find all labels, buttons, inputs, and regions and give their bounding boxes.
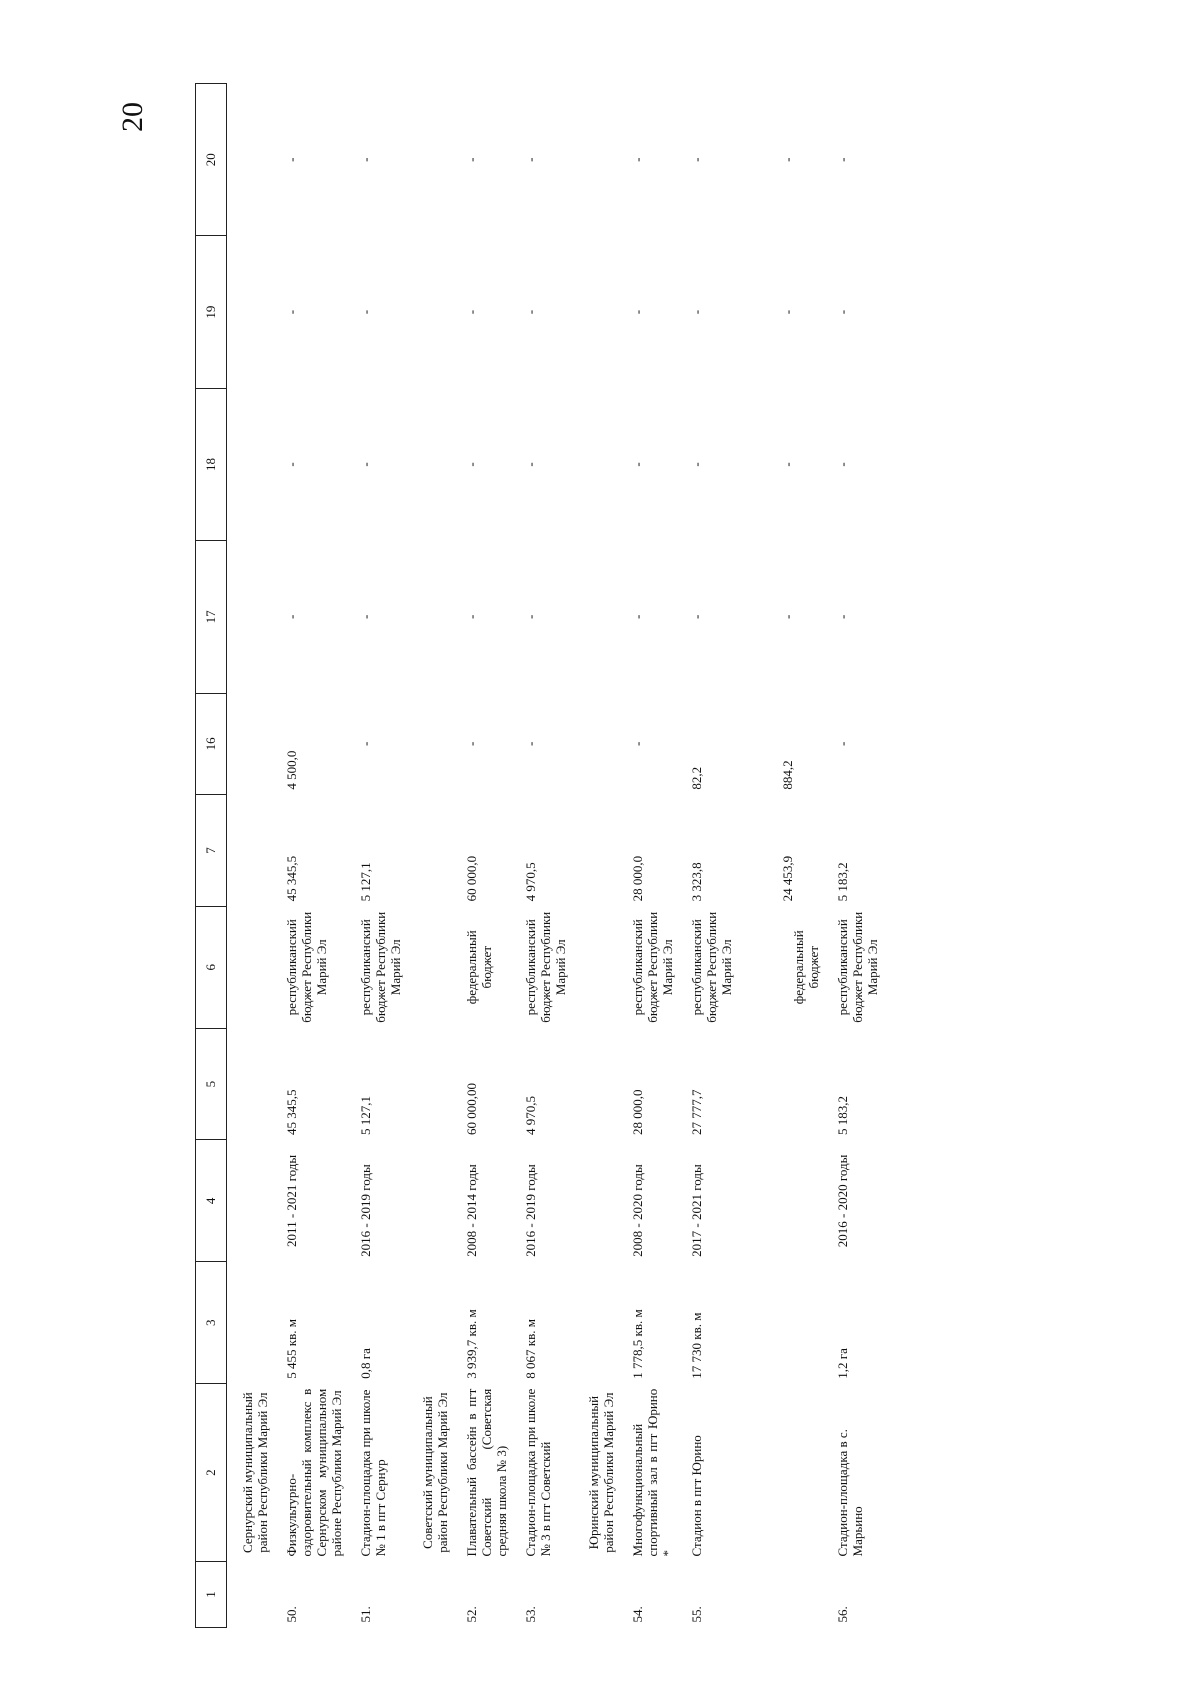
- capacity: 1,2 га: [835, 1348, 851, 1379]
- value-col-17-second: -: [779, 614, 795, 620]
- value-col-16: 4 500,0: [283, 750, 299, 790]
- value-col-7: 45 345,5: [283, 855, 299, 902]
- row-number: 50.: [283, 1606, 299, 1623]
- total-cost: 45 345,5: [283, 1089, 299, 1135]
- value-col-18-cell: [680, 388, 827, 540]
- budget-source: федеральный бюджет: [464, 930, 495, 1005]
- period: 2016 - 2019 годы: [523, 1164, 539, 1257]
- value-col-17: -: [688, 614, 704, 620]
- object-name: Стадион-площадка при школе № 1 в пгт Сернур: [357, 1389, 388, 1557]
- table-row: [455, 84, 514, 1628]
- table-row: [826, 84, 885, 1628]
- value-col-7: 60 000,0: [464, 855, 480, 902]
- value-col-16: -: [464, 741, 480, 746]
- object-name: Стадион-площадка при школе № 3 в пгт Советский: [523, 1388, 554, 1557]
- value-col-19: -: [835, 309, 851, 315]
- total-cost: 4 970,5: [523, 1095, 539, 1135]
- column-header: 6: [196, 906, 227, 1028]
- column-header: 7: [196, 795, 227, 907]
- district-row: [407, 84, 455, 1628]
- value-col-18: -: [688, 462, 704, 467]
- value-col-16-second: 884,2: [779, 760, 795, 790]
- column-header: 20: [196, 84, 227, 236]
- value-col-20: -: [283, 157, 299, 162]
- district-row: [227, 84, 275, 1628]
- column-header: 5: [196, 1028, 227, 1140]
- value-col-16: -: [835, 741, 851, 746]
- value-col-7-cell: [680, 795, 827, 907]
- value-col-19-cell: [680, 236, 827, 388]
- row-number: 52.: [464, 1606, 480, 1623]
- value-col-7: 28 000,0: [629, 855, 645, 902]
- object-name: Стадион-площадка в с. Марьино: [835, 1429, 866, 1557]
- value-col-16: -: [357, 741, 373, 746]
- table-row: [621, 84, 680, 1628]
- budget-source: республиканский бюджет Республики Марий Эл: [688, 911, 734, 1023]
- capacity: 1 778,5 кв. м: [629, 1309, 645, 1379]
- total-cost: 28 000,0: [629, 1089, 645, 1135]
- value-col-19: -: [357, 309, 373, 315]
- value-col-20: -: [688, 157, 704, 162]
- total-cost: 27 777,7: [688, 1089, 704, 1135]
- value-col-17: -: [283, 614, 299, 620]
- column-header: 3: [196, 1262, 227, 1384]
- value-col-7: 3 323,8: [688, 862, 704, 902]
- column-header: 4: [196, 1140, 227, 1262]
- value-col-17: -: [523, 614, 539, 620]
- budget-source-2: федеральный бюджет: [791, 930, 822, 1005]
- value-col-17: -: [357, 614, 373, 620]
- period: 2011 - 2021 годы: [283, 1154, 299, 1247]
- value-col-18: -: [283, 462, 299, 467]
- district-name: Сернурский муниципальный район Республики Марий Эл: [240, 1392, 270, 1553]
- district-name: Советский муниципальный район Республики Марий Эл: [420, 1392, 451, 1553]
- value-col-19-second: -: [779, 309, 795, 315]
- capacity: 8 067 кв. м: [523, 1319, 539, 1379]
- table-row: [680, 84, 827, 1628]
- value-col-17: -: [629, 614, 645, 620]
- value-col-18: -: [357, 462, 373, 467]
- value-col-20-second: -: [779, 157, 795, 162]
- value-col-20: -: [629, 157, 645, 162]
- value-col-18: -: [464, 462, 480, 467]
- object-name: Стадион в пгт Юрино: [688, 1435, 704, 1557]
- budget-source-cell: [680, 906, 827, 1028]
- value-col-20: -: [464, 157, 480, 162]
- row-number: 54.: [629, 1606, 645, 1623]
- value-col-7-second: 24 453,9: [779, 855, 795, 902]
- value-col-7: 5 183,2: [835, 862, 851, 902]
- period: 2008 - 2014 годы: [464, 1164, 480, 1257]
- column-header: 18: [196, 388, 227, 540]
- value-col-18-second: -: [779, 462, 795, 467]
- total-cost: 5 183,2: [835, 1095, 851, 1135]
- period: 2008 - 2020 годы: [629, 1164, 645, 1257]
- value-col-18: -: [835, 462, 851, 467]
- total-cost: 60 000,00: [464, 1082, 480, 1135]
- row-number: 56.: [835, 1606, 851, 1623]
- value-col-7: 5 127,1: [357, 862, 373, 902]
- period: 2016 - 2019 годы: [357, 1164, 373, 1257]
- value-col-19: -: [464, 309, 480, 315]
- budget-source: республиканский бюджет Республики Марий Эл: [629, 911, 675, 1023]
- column-header: 16: [196, 693, 227, 795]
- total-cost: 5 127,1: [357, 1095, 373, 1135]
- row-number: 55.: [688, 1606, 704, 1623]
- table-row: [514, 84, 573, 1628]
- budget-source: республиканский бюджет Республики Марий Эл: [357, 911, 403, 1023]
- value-col-19: -: [523, 309, 539, 315]
- value-col-20: -: [357, 157, 373, 162]
- object-name: Физкультурно-оздоровительный комплекс в Сернурском муниципальном районе Республики Марий Эл: [283, 1388, 344, 1557]
- budget-source: республиканский бюджет Республики Марий Эл: [523, 911, 568, 1023]
- value-col-19: -: [688, 309, 704, 315]
- column-header: 19: [196, 236, 227, 388]
- column-header: 1: [196, 1561, 227, 1627]
- object-name: Многофункциональный спортивный зал в пгт Юрино *: [629, 1388, 675, 1557]
- table-row: [349, 84, 408, 1628]
- value-col-16: -: [523, 741, 539, 746]
- value-col-20-cell: [680, 84, 827, 236]
- budget-source: республиканский бюджет Республики Марий Эл: [835, 911, 881, 1023]
- column-header: 2: [196, 1384, 227, 1562]
- table-row: [275, 84, 349, 1628]
- rotated-table-container: [195, 83, 1065, 1628]
- period: 2017 - 2021 годы: [688, 1164, 704, 1257]
- row-number: 53.: [523, 1606, 539, 1623]
- value-col-20: -: [523, 157, 539, 162]
- value-col-16: 82,2: [688, 766, 704, 790]
- capacity: 5 455 кв. м: [283, 1319, 299, 1379]
- column-header: 17: [196, 541, 227, 693]
- budget-source: республиканский бюджет Республики Марий Эл: [283, 911, 329, 1023]
- value-col-18: -: [629, 462, 645, 467]
- capacity: 0,8 га: [357, 1348, 373, 1379]
- object-name: Плавательный бассейн в пгт Советский (Советская средняя школа № 3): [464, 1388, 510, 1557]
- value-col-17-cell: [680, 541, 827, 693]
- value-col-20: -: [835, 157, 851, 162]
- value-col-19: -: [629, 309, 645, 315]
- page-number: 20: [116, 102, 149, 132]
- value-col-18: -: [523, 462, 539, 467]
- period: 2016 - 2020 годы: [835, 1154, 851, 1248]
- program-objects-table: [195, 83, 885, 1628]
- capacity: 3 939,7 кв. м: [464, 1309, 480, 1379]
- district-row: [573, 84, 621, 1628]
- value-col-19: -: [283, 309, 299, 315]
- column-number-row: [196, 84, 227, 1628]
- value-col-17: -: [464, 614, 480, 620]
- value-col-17: -: [835, 614, 851, 620]
- value-col-16-cell: [680, 693, 827, 795]
- capacity: 17 730 кв. м: [688, 1312, 704, 1379]
- district-name: Юринский муниципальный район Республики Марий Эл: [585, 1392, 616, 1553]
- value-col-16: -: [629, 741, 645, 746]
- row-number: 51.: [357, 1606, 373, 1623]
- value-col-7: 4 970,5: [523, 862, 539, 902]
